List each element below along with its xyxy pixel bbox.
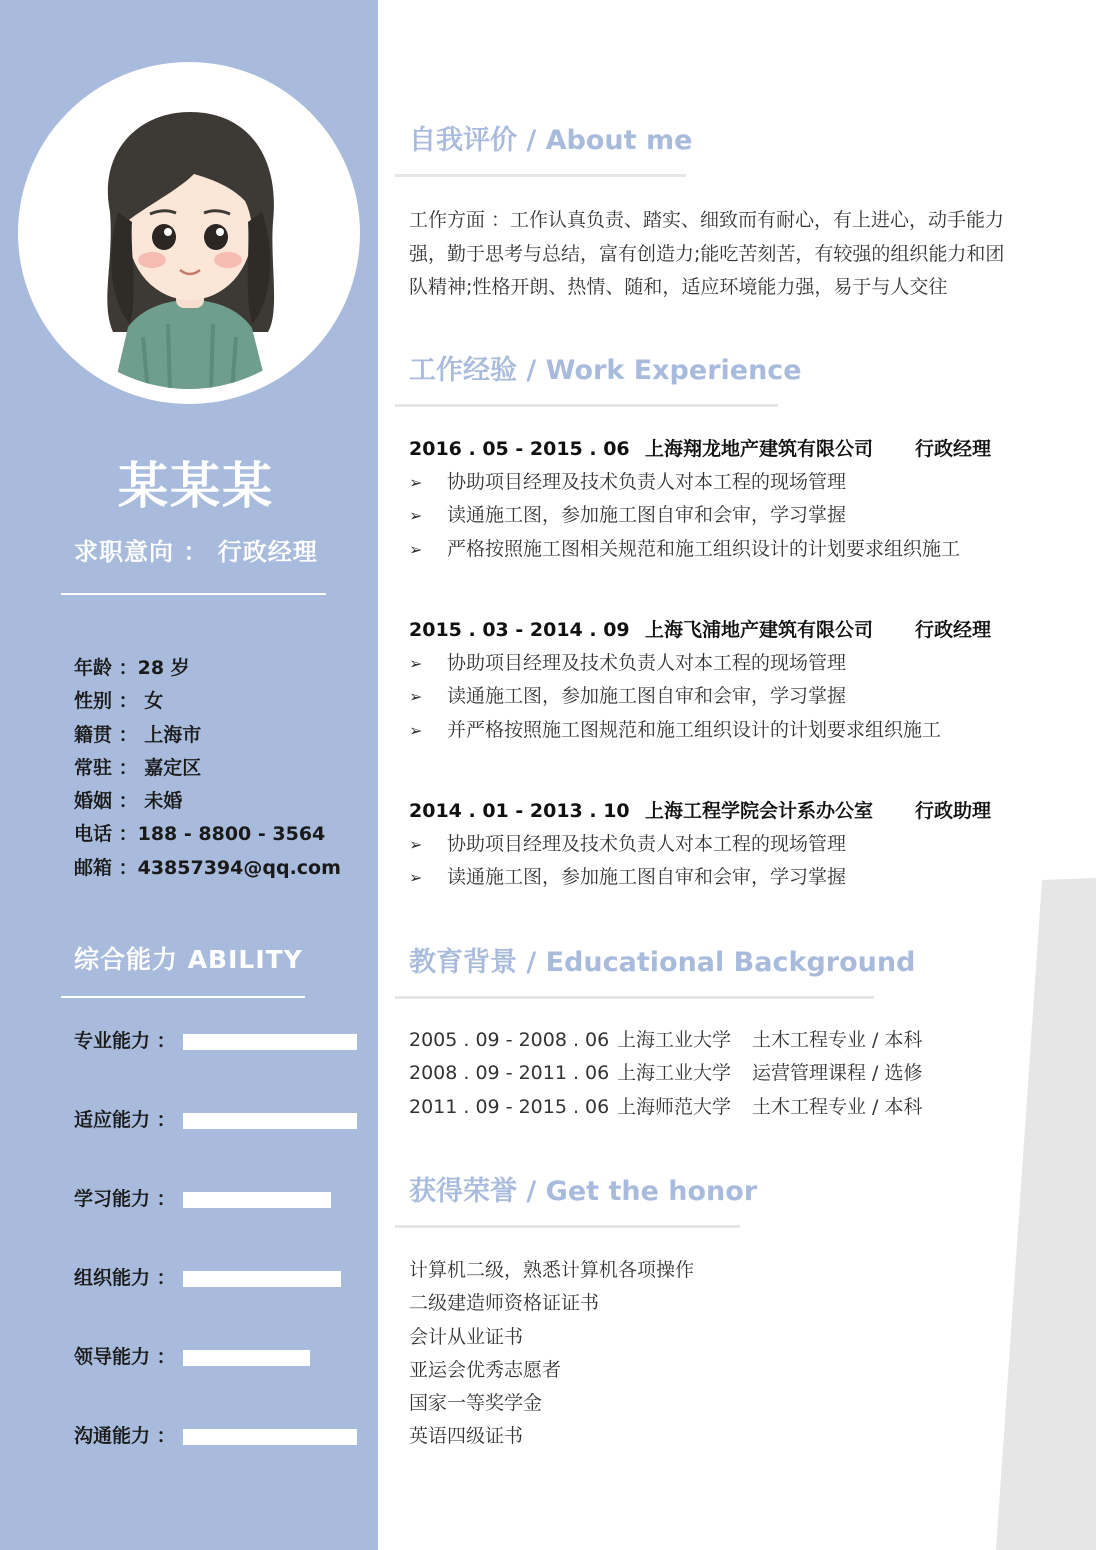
main-content	[378, 0, 1096, 1550]
info-residence: 常驻 ： 嘉定区	[74, 756, 202, 779]
edu-date: 2005 . 09 - 2008 . 06	[409, 1029, 610, 1051]
edu-school: 上海工业大学	[617, 1029, 732, 1051]
skill-label: 学习能力 ：	[74, 1188, 176, 1210]
duty-item	[409, 828, 1049, 861]
education-item	[409, 1057, 1009, 1090]
job-duties	[409, 466, 1049, 566]
ability-title: 综合能力 ABILITY	[74, 945, 303, 974]
skill-label: 领导能力 ：	[74, 1346, 176, 1368]
section-title-work: 工作经验 / Work Experience	[409, 355, 802, 386]
duty-item	[409, 714, 1049, 747]
skill-bar-track	[183, 1350, 357, 1366]
skill-bar-track	[183, 1192, 357, 1208]
education-item	[409, 1024, 1009, 1057]
sidebar-divider	[61, 593, 326, 595]
job-date: 2015 . 03 - 2014 . 09	[409, 619, 630, 641]
info-gender: 性别 ： 女	[74, 690, 164, 713]
info-hometown: 籍贯 ： 上海市	[74, 723, 202, 746]
job-header	[409, 432, 1049, 466]
sidebar	[0, 0, 378, 1550]
edu-major: 土木工程专业 / 本科	[752, 1029, 923, 1051]
skill-bar-fill	[183, 1034, 357, 1050]
edu-date: 2008 . 09 - 2011 . 06	[409, 1062, 610, 1085]
skill-bar-fill	[183, 1429, 357, 1445]
skill-bar-track	[183, 1271, 357, 1287]
arrow-bullet-icon: ➢	[409, 506, 423, 526]
section-rule	[395, 174, 686, 177]
arrow-bullet-icon: ➢	[409, 539, 423, 559]
skill-label: 适应能力 ：	[74, 1109, 176, 1131]
candidate-name: 某某某	[118, 457, 274, 515]
skill-bar-track	[183, 1429, 357, 1445]
duty-item	[409, 499, 1049, 532]
job-duties	[409, 828, 1049, 895]
section-rule	[395, 996, 874, 999]
honor-item: 国家一等奖学金	[409, 1392, 543, 1415]
duty-text: 读通施工图，参加施工图自审和会审，学习掌握	[447, 685, 847, 708]
job-duties	[409, 647, 1049, 747]
arrow-bullet-icon: ➢	[409, 687, 423, 707]
job-intent: 求职意向 ： 行政经理	[74, 538, 318, 566]
section-title-honors: 获得荣誉 / Get the honor	[409, 1176, 758, 1207]
skill-label: 沟通能力 ：	[74, 1425, 176, 1447]
skill-bar-track	[183, 1034, 357, 1050]
info-email: 邮箱 ：43857394@qq.com	[74, 856, 341, 879]
girl-avatar-illustration	[18, 62, 360, 404]
duty-item	[409, 861, 1049, 894]
skill-label: 专业能力 ：	[74, 1030, 176, 1052]
duty-text: 并严格按照施工图规范和施工组织设计的计划要求组织施工	[447, 718, 942, 741]
info-phone: 电话 ：188 - 8800 - 3564	[74, 823, 326, 846]
skill-label: 组织能力 ：	[74, 1267, 176, 1289]
section-title-education: 教育背景 / Educational Background	[409, 947, 916, 978]
duty-text: 协助项目经理及技术负责人对本工程的现场管理	[447, 833, 847, 855]
personal-info-list	[74, 652, 341, 885]
info-age: 年龄 ：28 岁	[74, 657, 190, 679]
skill-bar-fill	[183, 1350, 310, 1366]
section-title-about: 自我评价 / About me	[409, 125, 693, 156]
duty-text: 严格按照施工图相关规范和施工组织设计的计划要求组织施工	[447, 537, 961, 560]
arrow-bullet-icon: ➢	[409, 473, 423, 492]
job-entry	[409, 794, 1049, 895]
job-role: 行政助理	[915, 800, 992, 822]
section-rule	[395, 1225, 740, 1228]
arrow-bullet-icon: ➢	[409, 654, 423, 673]
info-marital: 婚姻 ： 未婚	[74, 790, 183, 813]
job-company: 上海工程学院会计系办公室	[645, 800, 874, 822]
honor-item: 会计从业证书	[409, 1325, 524, 1348]
section-rule	[395, 404, 778, 407]
edu-school: 上海师范大学	[617, 1095, 732, 1118]
skill-bar-fill	[183, 1113, 357, 1129]
arrow-bullet-icon: ➢	[409, 835, 423, 854]
arrow-bullet-icon: ➢	[409, 868, 423, 888]
skill-bar-track	[183, 1113, 357, 1129]
job-header	[409, 613, 1049, 647]
duty-item	[409, 680, 1049, 713]
duty-text: 协助项目经理及技术负责人对本工程的现场管理	[447, 652, 847, 674]
skill-bar-fill	[183, 1271, 341, 1287]
education-list	[409, 1024, 1009, 1124]
honor-item: 二级建造师资格证证书	[409, 1292, 600, 1315]
honor-item: 英语四级证书	[409, 1425, 524, 1448]
job-company: 上海飞浦地产建筑有限公司	[645, 619, 874, 641]
education-item	[409, 1091, 1009, 1124]
job-entry	[409, 432, 1049, 566]
job-header	[409, 794, 1049, 828]
honors-list	[409, 1254, 694, 1454]
duty-item	[409, 533, 1049, 566]
job-role: 行政经理	[915, 438, 992, 460]
duty-item	[409, 647, 1049, 680]
edu-school: 上海工业大学	[617, 1062, 732, 1085]
edu-major: 土木工程专业 / 本科	[752, 1095, 923, 1118]
avatar	[18, 62, 360, 404]
edu-major: 运营管理课程 / 选修	[752, 1062, 923, 1085]
arrow-bullet-icon: ➢	[409, 720, 423, 740]
job-role: 行政经理	[915, 619, 992, 641]
duty-item	[409, 466, 1049, 499]
job-date: 2016 . 05 - 2015 . 06	[409, 438, 630, 460]
ability-divider	[61, 996, 305, 998]
skill-bar-fill	[183, 1192, 331, 1208]
about-text: 工作方面 ：工作认真负责、踏实、细致而有耐心，有上进心，动手能力强，勤于思考与总结，富有创造力;能吃苦刻苦，有较强的组织能力和团队精神;性格开朗、热情、随和，适应环境能力强，易于与人交往	[409, 209, 1005, 298]
job-company: 上海翔龙地产建筑有限公司	[645, 438, 874, 460]
honor-item: 计算机二级，熟悉计算机各项操作	[409, 1259, 695, 1281]
job-date: 2014 . 01 - 2013 . 10	[409, 800, 630, 822]
duty-text: 读通施工图，参加施工图自审和会审，学习掌握	[447, 504, 847, 527]
honor-item: 亚运会优秀志愿者	[409, 1358, 562, 1381]
duty-text: 协助项目经理及技术负责人对本工程的现场管理	[447, 471, 847, 493]
duty-text: 读通施工图，参加施工图自审和会审，学习掌握	[447, 866, 847, 889]
job-entry	[409, 613, 1049, 747]
edu-date: 2011 . 09 - 2015 . 06	[409, 1095, 610, 1118]
